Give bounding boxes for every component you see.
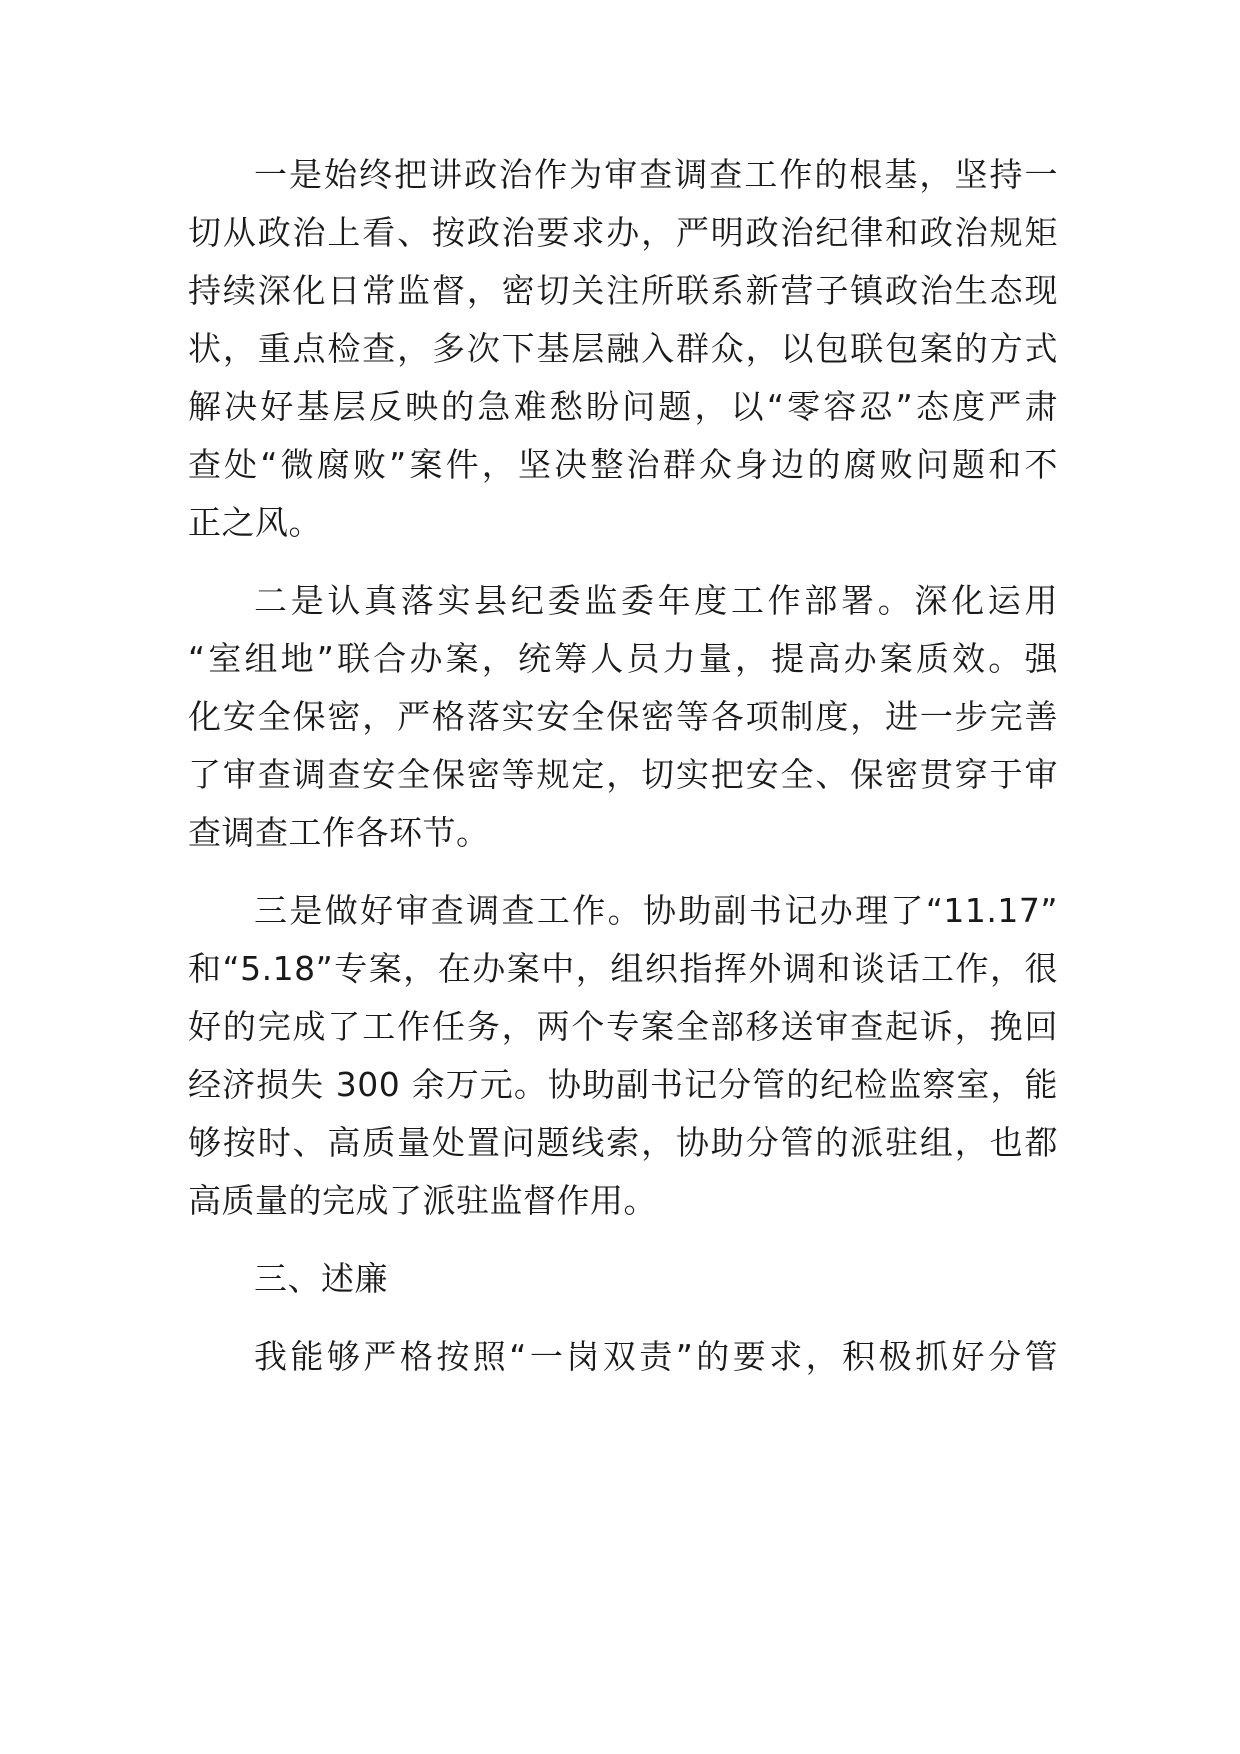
text-line: 好的完成了工作任务，两个专案全部移送审查起诉，挽回 xyxy=(188,1007,1058,1046)
text-line: 查调查工作各环节。 xyxy=(188,813,490,852)
text-line: 一是始终把讲政治作为审查调查工作的根基，坚持一 xyxy=(254,155,1058,194)
text-line: 持续深化日常监督，密切关注所联系新营子镇政治生态现 xyxy=(188,271,1058,310)
text-line: 切从政治上看、按政治要求办，严明政治纪律和政治规矩 xyxy=(188,213,1058,252)
text-line: 我能够严格按照“一岗双责”的要求，积极抓好分管 xyxy=(254,1337,1058,1376)
text-line: 三、述廉 xyxy=(254,1259,388,1298)
text-line: “室组地”联合办案，统筹人员力量，提高办案质效。强 xyxy=(188,639,1058,678)
text-line: 查处“微腐败”案件，坚决整治群众身边的腐败问题和不 xyxy=(188,445,1058,484)
text-line: 和“5.18”专案，在办案中，组织指挥外调和谈话工作，很 xyxy=(188,949,1058,988)
text-line: 高质量的完成了派驻监督作用。 xyxy=(188,1181,657,1220)
text-line: 解决好基层反映的急难愁盼问题，以“零容忍”态度严肃 xyxy=(188,387,1058,426)
text-line: 正之风。 xyxy=(188,503,322,542)
text-line: 三是做好审查调查工作。协助副书记办理了“11.17” xyxy=(254,891,1058,930)
text-line: 经济损失 300 余万元。协助副书记分管的纪检监察室，能 xyxy=(188,1065,1058,1104)
text-line: 状，重点检查，多次下基层融入群众，以包联包案的方式 xyxy=(188,329,1058,368)
text-line: 了审查调查安全保密等规定，切实把安全、保密贯穿于审 xyxy=(188,755,1058,794)
text-line: 够按时、高质量处置问题线索，协助分管的派驻组，也都 xyxy=(188,1123,1058,1162)
text-line: 化安全保密，严格落实安全保密等各项制度，进一步完善 xyxy=(188,697,1058,736)
text-line: 二是认真落实县纪委监委年度工作部署。深化运用 xyxy=(254,581,1058,620)
